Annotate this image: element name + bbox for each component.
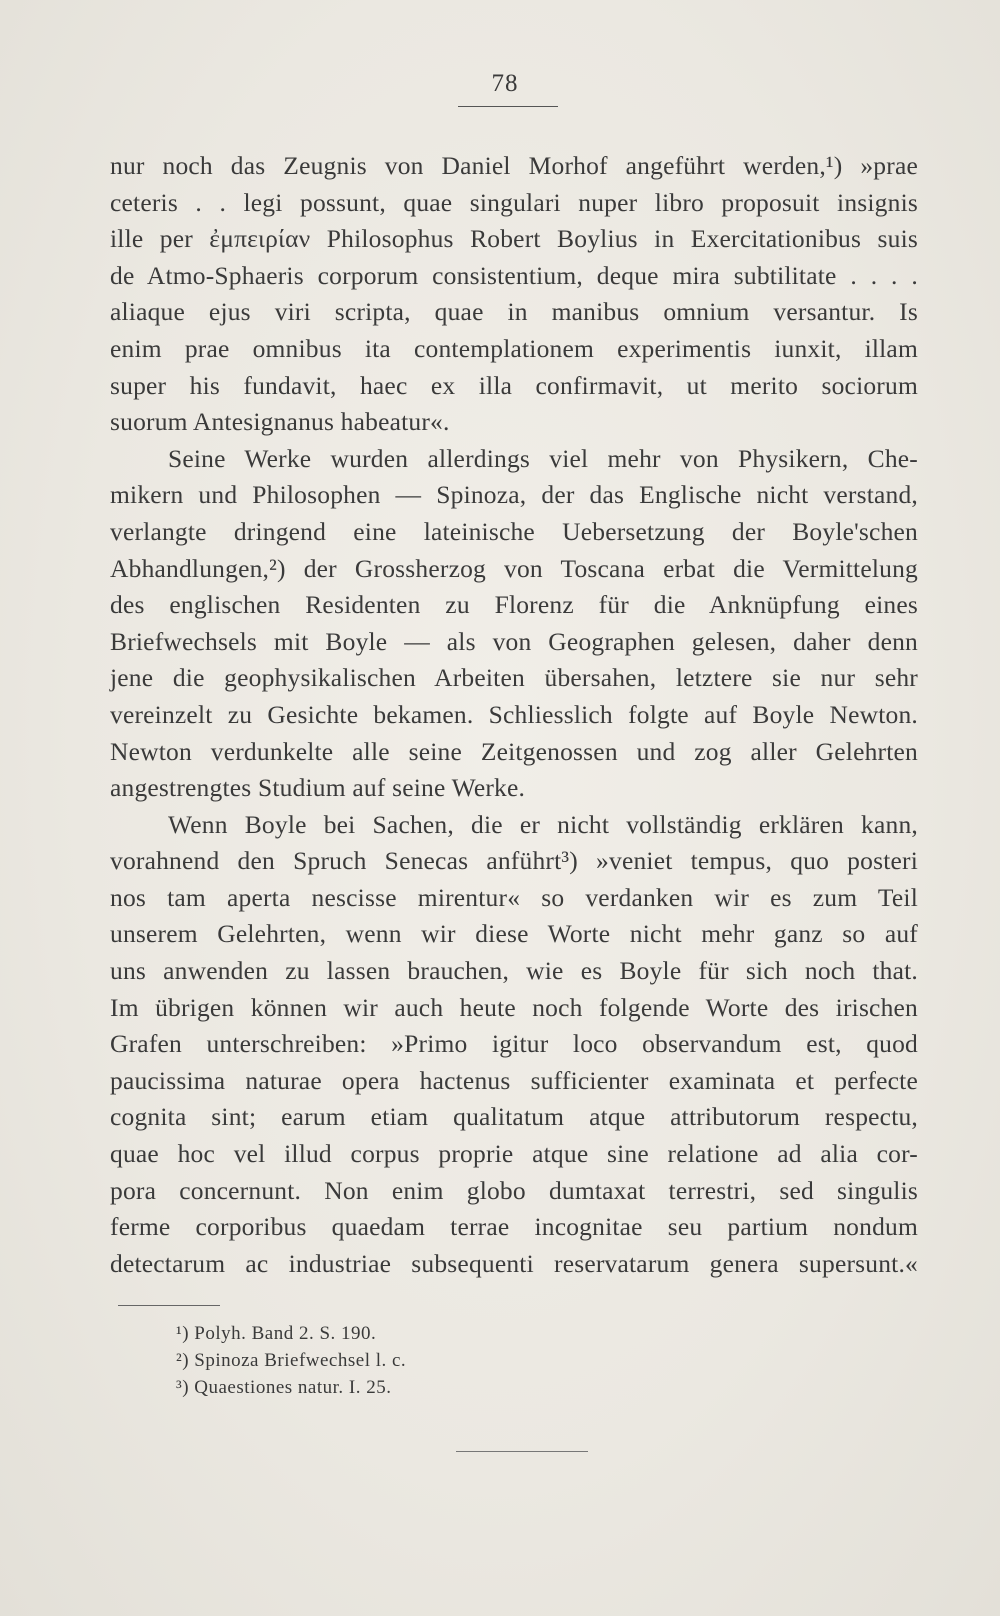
text-line: cognita sint; earum etiam qualitatum atque attributorum respectu, — [110, 1102, 918, 1132]
text-line: des englischen Residenten zu Florenz für die Anknüpfung eines — [110, 590, 918, 620]
text-line: unserem Gelehrten, wenn wir diese Worte nicht mehr ganz so auf — [110, 919, 918, 949]
text-line: aliaque ejus viri scripta, quae in manibus omnium versantur. Is — [110, 297, 918, 327]
text-line: ferme corporibus quaedam terrae incognitae seu partium nondum — [110, 1212, 918, 1242]
text-line: vereinzelt zu Gesichte bekamen. Schliesslich folgte auf Boyle Newton. — [110, 699, 918, 729]
footnote-separator — [118, 1305, 220, 1306]
text-line: Briefwechsels mit Boyle — als von Geographen gelesen, daher denn — [110, 626, 918, 656]
text-line: angestrengtes Studium auf seine Werke. — [110, 773, 526, 803]
text-line: paucissima naturae opera hactenus sufficienter examinata et perfecte — [110, 1065, 918, 1095]
footnotes — [176, 1320, 406, 1401]
text-line: super his fundavit, haec ex illa confirmavit, ut merito sociorum — [110, 370, 918, 400]
text-line: Newton verdunkelte alle seine Zeitgenossen und zog aller Gelehrten — [110, 736, 918, 766]
footnote: ²) Spinoza Briefwechsel l. c. — [176, 1350, 407, 1371]
text-line: pora concernunt. Non enim globo dumtaxat terrestri, sed singulis — [110, 1175, 918, 1205]
text-line: mikern und Philosophen — Spinoza, der das Englische nicht verstand, — [110, 480, 918, 510]
page-number: 78 — [491, 70, 519, 97]
text-line: quae hoc vel illud corpus proprie atque sine relatione ad alia cor- — [110, 1139, 918, 1169]
text-line: enim prae omnibus ita contemplationem experimentis iunxit, illam — [110, 333, 918, 363]
bottom-rule — [456, 1451, 588, 1452]
text-line: suorum Antesignanus habeatur«. — [110, 407, 450, 437]
footnote: ³) Quaestiones natur. I. 25. — [176, 1377, 392, 1398]
text-line: nos tam aperta nescisse mirentur« so verdanken wir es zum Teil — [110, 882, 918, 912]
text-line: Seine Werke wurden allerdings viel mehr von Physikern, Che- — [168, 443, 918, 473]
text-line: ceteris . . legi possunt, quae singulari nuper libro proposuit insignis — [110, 187, 918, 217]
text-line: jene die geophysikalischen Arbeiten übersahen, letztere sie nur sehr — [110, 663, 918, 693]
text-line: Im übrigen können wir auch heute noch folgende Worte des irischen — [110, 992, 918, 1022]
page-number-rule — [458, 106, 558, 107]
text-line: Grafen unterschreiben: »Primo igitur loco observandum est, quod — [110, 1029, 918, 1059]
text-line: Abhandlungen,²) der Grossherzog von Toscana erbat die Vermittelung — [110, 553, 918, 583]
text-line: Wenn Boyle bei Sachen, die er nicht vollständig erklären kann, — [168, 809, 918, 839]
text-line: detectarum ac industriae subsequenti reservatarum genera supersunt.« — [110, 1248, 918, 1278]
text-line: verlangte dringend eine lateinische Uebersetzung der Boyle'schen — [110, 516, 918, 546]
text-line: ille per ἐμπειρίαν Philosophus Robert Boylius in Exercitationibus suis — [110, 224, 918, 254]
text-line: uns anwenden zu lassen brauchen, wie es Boyle für sich noch that. — [110, 956, 918, 986]
text-line: vorahnend den Spruch Senecas anführt³) »veniet tempus, quo posteri — [110, 846, 918, 876]
body-text — [110, 148, 918, 1282]
footnote: ¹) Polyh. Band 2. S. 190. — [176, 1323, 377, 1344]
text-line: de Atmo-Sphaeris corporum consistentium, deque mira subtilitate . . . . — [110, 260, 918, 290]
text-line: nur noch das Zeugnis von Daniel Morhof angeführt werden,¹) »prae — [110, 151, 918, 180]
